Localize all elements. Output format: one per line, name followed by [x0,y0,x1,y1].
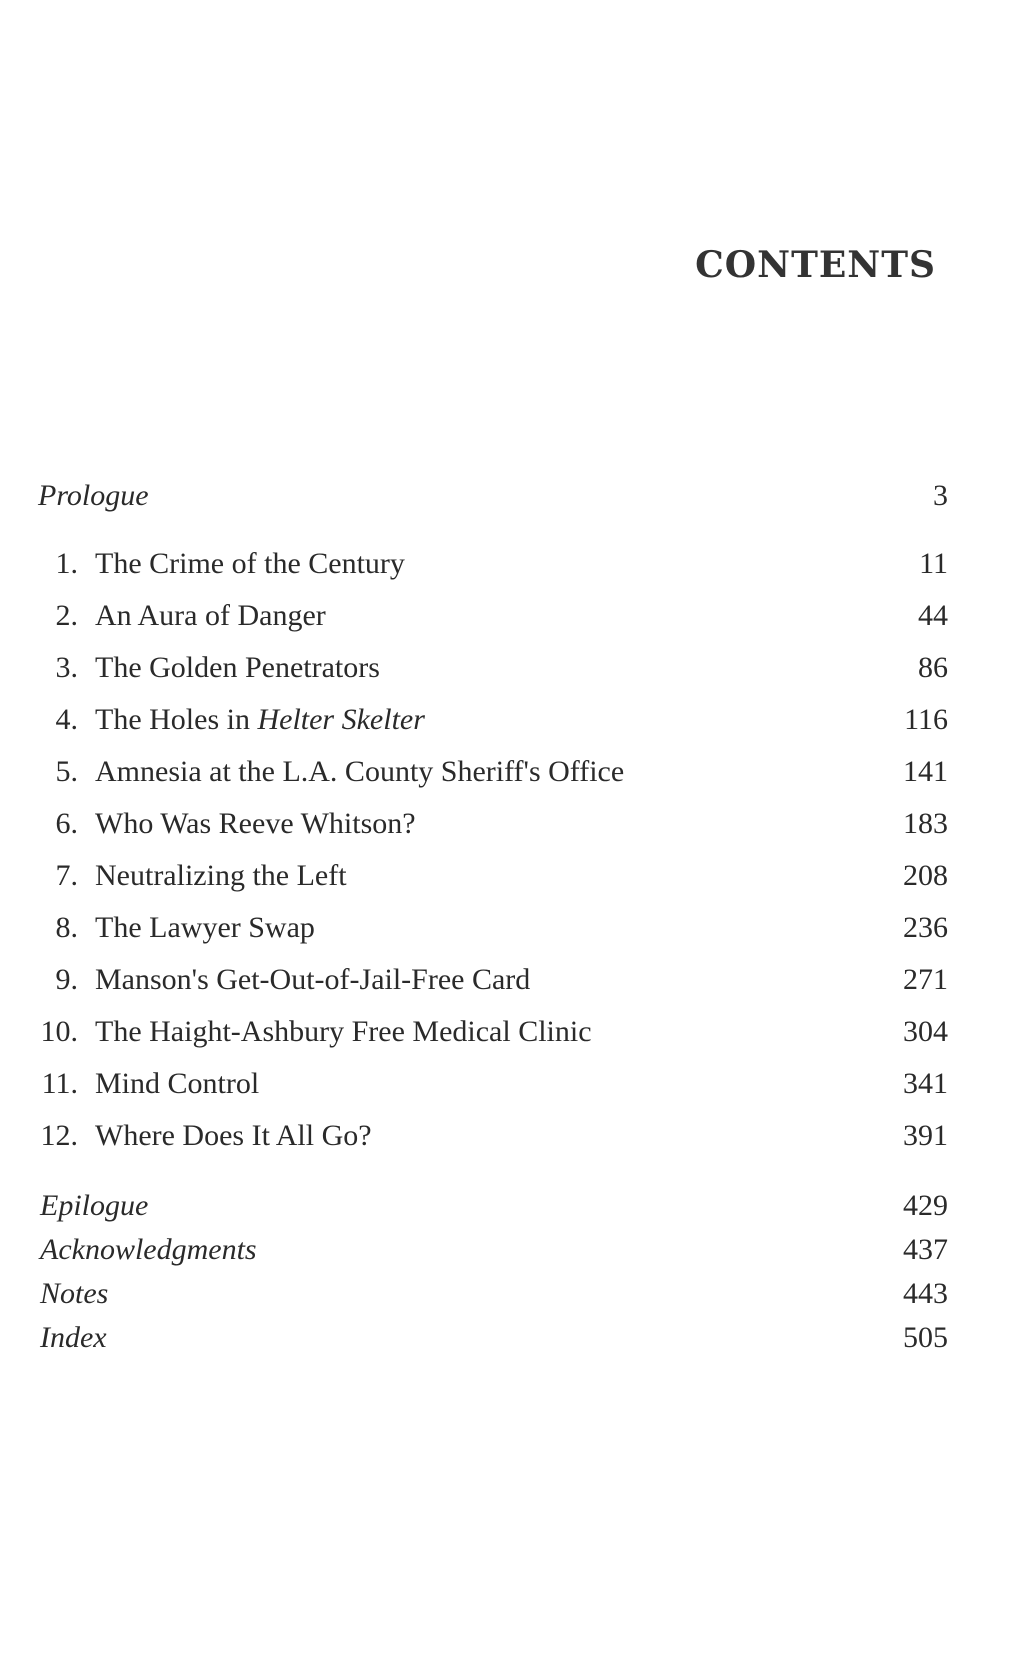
toc-chapter-10 [0,1012,1016,1052]
toc-chapter-page: 116 [904,703,948,736]
toc-chapter-title: Mind Control [95,1067,260,1100]
toc-chapter-number: 3. [55,651,78,684]
toc-chapter-number: 6. [55,807,78,840]
toc-chapter-number: 10. [40,1015,78,1048]
toc-chapter-title: Where Does It All Go? [95,1119,372,1152]
toc-entry-title: Epilogue [40,1189,149,1222]
toc-chapter-title [95,700,425,740]
toc-chapter-number: 4. [55,703,78,736]
toc-entry-page: 437 [903,1233,948,1266]
toc-chapter-title: Amnesia at the L.A. County Sheriff's Office [95,755,625,788]
toc-chapter-6 [0,804,1016,844]
toc-chapter-page: 236 [903,911,948,944]
toc-chapter-title-italic: Helter Skelter [257,703,425,736]
toc-chapter-title: Neutralizing the Left [95,859,347,892]
toc-chapter-number: 9. [55,963,78,996]
toc-entry-title: Prologue [38,479,149,512]
toc-chapter-number: 7. [55,859,78,892]
toc-chapter-11 [0,1064,1016,1104]
toc-chapter-title: The Lawyer Swap [95,911,315,944]
toc-chapter-4 [0,700,1016,740]
toc-chapter-number: 11. [41,1067,78,1100]
toc-chapter-title: Manson's Get-Out-of-Jail-Free Card [95,963,531,996]
toc-entry-title: Index [40,1321,107,1354]
toc-chapter-page: 208 [903,859,948,892]
toc-chapter-title: The Golden Penetrators [95,651,380,684]
toc-entry-notes [0,1274,1016,1314]
toc-chapter-page: 86 [918,651,948,684]
toc-chapter-title: The Crime of the Century [95,547,405,580]
toc-entry-epilogue [0,1186,1016,1226]
toc-entry-index [0,1318,1016,1358]
toc-chapter-page: 141 [903,755,948,788]
toc-chapter-page: 341 [903,1067,948,1100]
toc-chapter-page: 183 [903,807,948,840]
toc-entry-prologue [0,476,1016,516]
toc-chapter-9 [0,960,1016,1000]
toc-chapter-number: 1. [55,547,78,580]
toc-chapter-title: An Aura of Danger [95,599,326,632]
toc-chapter-title-plain: The Holes in [95,703,258,736]
toc-chapter-7 [0,856,1016,896]
toc-chapter-1 [0,544,1016,584]
toc-chapter-8 [0,908,1016,948]
toc-entry-page: 505 [903,1321,948,1354]
toc-entry-acknowledgments [0,1230,1016,1270]
toc-chapter-title: The Haight-Ashbury Free Medical Clinic [95,1015,592,1048]
toc-chapter-title: Who Was Reeve Whitson? [95,807,416,840]
toc-chapter-5 [0,752,1016,792]
toc-entry-page: 443 [903,1277,948,1310]
page-title: CONTENTS [695,244,936,286]
toc-entry-page: 3 [933,479,948,512]
toc-chapter-12 [0,1116,1016,1156]
toc-chapter-3 [0,648,1016,688]
toc-chapter-number: 5. [55,755,78,788]
toc-chapter-page: 304 [903,1015,948,1048]
toc-chapter-number: 2. [55,599,78,632]
toc-chapter-number: 8. [55,911,78,944]
toc-entry-title: Notes [40,1277,109,1310]
toc-chapter-page: 271 [903,963,948,996]
toc-chapter-page: 44 [918,599,948,632]
toc-chapter-2 [0,596,1016,636]
toc-entry-page: 429 [903,1189,948,1222]
toc-chapter-page: 391 [903,1119,948,1152]
toc-chapter-number: 12. [40,1119,78,1152]
toc-chapter-page: 11 [919,547,948,580]
toc-entry-title: Acknowledgments [40,1233,257,1266]
